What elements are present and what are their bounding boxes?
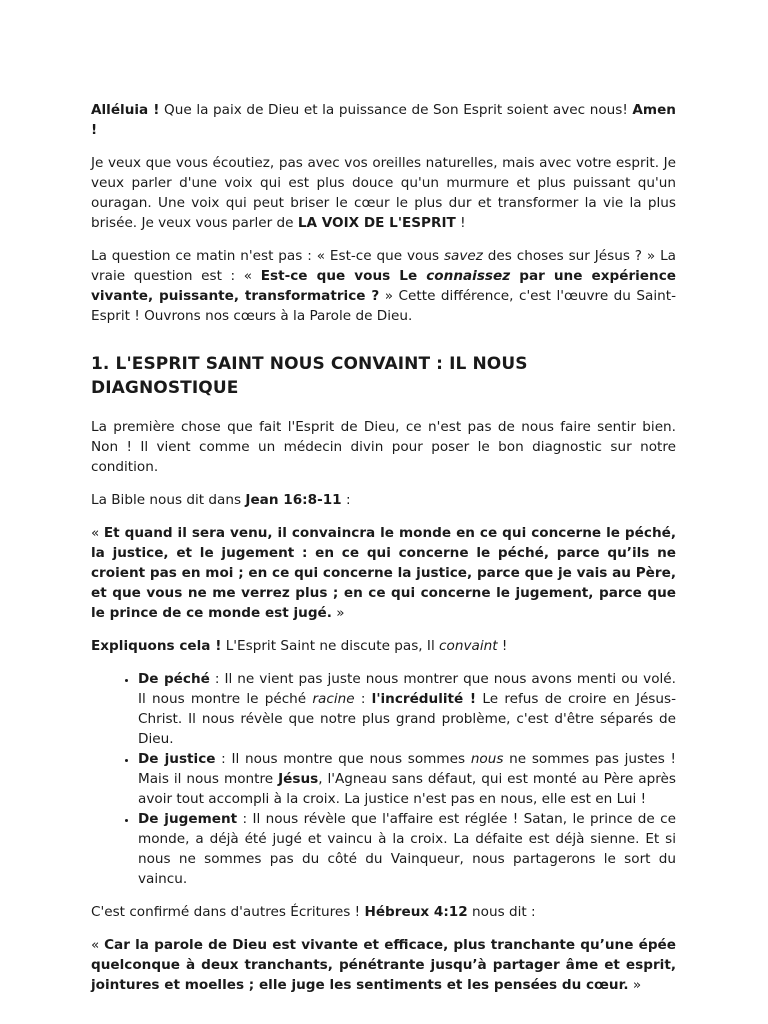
- bold-text: Car la parole de Dieu est vivante et efficace, plus tranchante qu’une épée quelconque à deux tranchants, pénétrante jusqu’à partager âme et esprit, jointures et moelles ; elle juge les sentiments et les pensées du cœur.: [91, 937, 676, 993]
- bold-text: LA VOIX DE L'ESPRIT: [297, 215, 456, 231]
- conviction-list: [91, 669, 676, 889]
- explain-paragraph: [91, 636, 676, 656]
- text: La Bible nous dit dans: [91, 492, 246, 508]
- list-item: [138, 749, 676, 809]
- italic-text: savez: [443, 248, 483, 264]
- text: nous dit :: [467, 904, 536, 920]
- scripture-intro-paragraph: [91, 490, 676, 510]
- section-heading: 1. L'ESPRIT SAINT NOUS CONVAINT : IL NOUS DIAGNOSTIQUE: [91, 354, 528, 398]
- bold-text: De justice: [138, 751, 216, 767]
- bold-text: l'incrédulité !: [371, 691, 477, 707]
- text: Je veux que vous écoutiez, pas avec vos oreilles naturelles, mais avec votre esprit. Je veux parler d'une voix qui est plus douce qu'un murmure et plus puissant qu'un ouragan. Une voix qui peut briser le cœur le plus dur et transformer la vie la plus brisée. Je veux vous parler de: [91, 155, 676, 231]
- bold-text: Alléluia !: [91, 102, 160, 118]
- diagnosis-paragraph: [91, 417, 676, 477]
- bold-italic-text: [426, 268, 510, 284]
- text: Le refus de croire en Jésus-Christ. Il nous révèle que notre plus grand problème, c'est d'être séparés de Dieu.: [138, 691, 676, 747]
- text: :: [341, 492, 351, 508]
- bold-text: De jugement: [138, 811, 238, 827]
- confirmation-paragraph: [91, 902, 676, 922]
- text: !: [455, 215, 466, 231]
- text: »: [331, 605, 345, 621]
- text: : Il ne vient pas juste nous montrer que nous avons menti ou volé. Il nous montre le péché: [138, 671, 676, 707]
- scripture-quote-hebrews: [91, 935, 676, 995]
- text: :: [354, 691, 372, 707]
- intro-paragraph: [91, 153, 676, 233]
- italic-text: nous: [470, 751, 504, 767]
- bold-text: Amen !: [91, 102, 676, 138]
- bold-text: Jésus: [278, 771, 319, 787]
- text: !: [497, 638, 508, 654]
- bold-text: Expliquons cela !: [91, 638, 222, 654]
- text: ne sommes pas justes ! Mais il nous montre: [138, 751, 676, 787]
- question-paragraph: [91, 246, 676, 326]
- text: Que la paix de Dieu et la puissance de Son Esprit soient avec nous!: [159, 102, 633, 118]
- italic-text: convaint: [439, 638, 498, 654]
- bold-text: Et quand il sera venu, il convaincra le monde en ce qui concerne le péché, la justice, et le jugement : en ce qui concerne le péché, parce qu’ils ne croient pas en moi ; en ce qui concerne la justice, parce que je vais au Père, et que vous ne me verrez plus ; en ce qui concerne le jugement, parce que le prince de ce monde est jugé.: [91, 525, 677, 621]
- bold-text: par une expérience vivante, puissante, transformatrice ?: [91, 268, 676, 304]
- list-item: [138, 809, 676, 889]
- italic-text: connaissez: [426, 268, 511, 284]
- text: «: [91, 525, 104, 541]
- text: La première chose que fait l'Esprit de Dieu, ce n'est pas de nous faire sentir bien. Non ! Il vient comme un médecin divin pour poser le bon diagnostic sur notre condition.: [91, 419, 676, 475]
- text: des choses sur Jésus ? » La vraie question est : «: [91, 248, 676, 284]
- bold-text: Est-ce que vous Le: [260, 268, 427, 284]
- bold-text: De péché: [138, 671, 210, 687]
- text: »: [628, 977, 642, 993]
- text: » Cette différence, c'est l'œuvre du Saint-Esprit ! Ouvrons nos cœurs à la Parole de Dieu.: [91, 288, 676, 324]
- text: «: [91, 937, 105, 953]
- greeting-paragraph: [91, 100, 676, 140]
- italic-text: racine: [312, 691, 355, 707]
- bold-text: Jean 16:8-11: [245, 492, 342, 508]
- text: , l'Agneau sans défaut, qui est monté au Père après avoir tout accompli à la croix. La justice n'est pas en nous, elle est en Lui !: [138, 771, 676, 807]
- text: L'Esprit Saint ne discute pas, Il: [221, 638, 440, 654]
- scripture-quote-john: [91, 523, 676, 623]
- list-item: [138, 669, 676, 749]
- bold-text: Hébreux 4:12: [364, 904, 468, 920]
- text: C'est confirmé dans d'autres Écritures !: [91, 904, 365, 920]
- text: : Il nous révèle que l'affaire est réglée ! Satan, le prince de ce monde, a déjà été jugé et vaincu à la croix. La défaite est déjà sienne. Et si nous ne sommes pas du côté du Vainqueur, nous partagerons le sort du vaincu.: [138, 811, 676, 887]
- text: La question ce matin n'est pas : « Est-ce que vous: [91, 248, 444, 264]
- text: : Il nous montre que nous sommes: [215, 751, 471, 767]
